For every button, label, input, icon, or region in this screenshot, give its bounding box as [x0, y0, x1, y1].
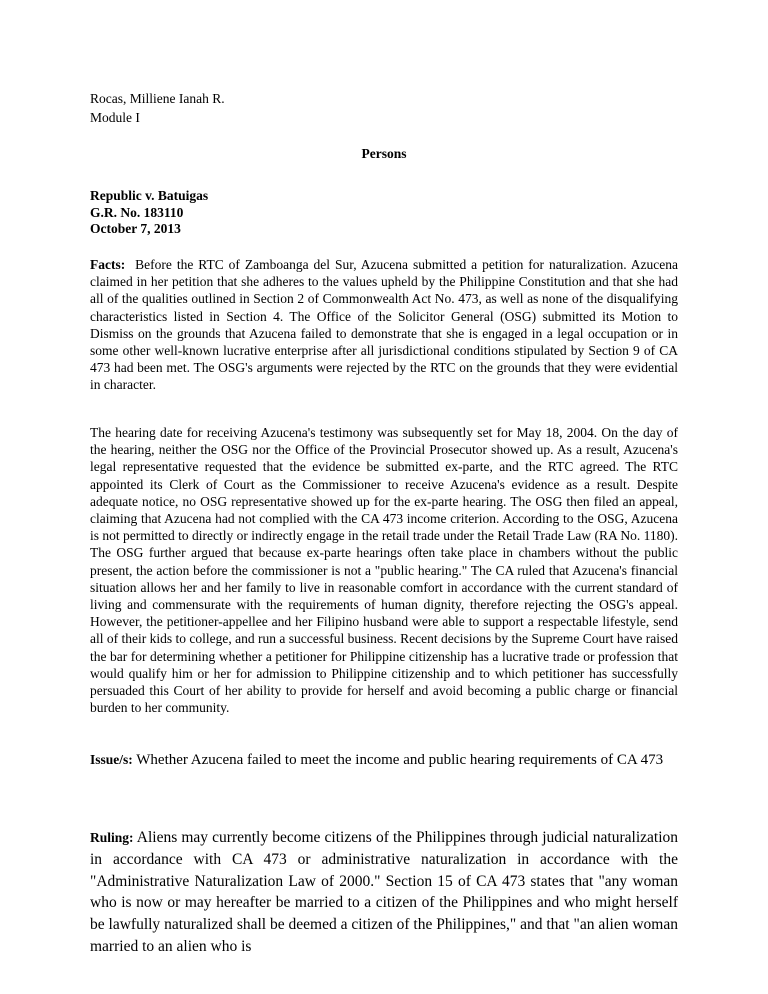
case-header — [90, 188, 208, 238]
module-label: Module I — [90, 110, 140, 125]
author-name: Rocas, Milliene Ianah R. — [90, 91, 225, 106]
ruling-section — [90, 827, 678, 958]
issue-text: Whether Azucena failed to meet the income and public hearing requirements of CA 473 — [136, 752, 664, 768]
ruling-text: Aliens may currently become citizens of the Philippines through judicial naturalization in accordance with CA 473 or administrative naturalization in accordance with the "Administrative Naturalization Law of 2000." Section 15 of CA 473 states that "any woman who is now or may hereafter be married to a citizen of the Philippines and who might herself be lawfully naturalized shall be deemed a citizen of the Philippines," and that "an alien woman married to an alien who is — [90, 829, 679, 955]
facts-text-1: Before the RTC of Zamboanga del Sur, Azucena submitted a petition for naturalization. Azucena claimed in her petition that she adheres to the values upheld by the Philippine Constitution and that she had all of the qualities outlined in Section 2 of Commonwealth Act No. 473, as well as none of the disqualifying characteristics listed in Section 4. The Office of the Solicitor General (OSG) submitted its Motion to Dismiss on the grounds that Azucena failed to demonstrate that she is engaged in a legal occupation or in some other well-known lucrative enterprise after all jurisdictional conditions stipulated by Section 9 of CA 473 had been met. The OSG's arguments were rejected by the RTC on the grounds that they were evidential in character. — [90, 257, 678, 393]
facts-paragraph-1 — [90, 256, 678, 394]
issue-section — [90, 752, 663, 769]
ruling-label: Ruling: — [90, 830, 134, 845]
issue-label: Issue/s: — [90, 752, 133, 767]
case-gr-number: G.R. No. 183110 — [90, 204, 184, 220]
facts-label: Facts: — [90, 257, 126, 272]
section-title: Persons — [361, 146, 407, 161]
case-date: October 7, 2013 — [90, 221, 181, 236]
case-name: Republic v. Batuigas — [90, 188, 209, 203]
facts-paragraph-2: The hearing date for receiving Azucena's testimony was subsequently set for May 18, 2004. On the day of the hearing, neither the OSG nor the Office of the Provincial Prosecutor showed up. As a result, Azucena's legal representative requested that the evidence be submitted ex-parte, and the RTC agreed. The RTC appointed its Clerk of Court as the Commissioner to receive Azucena's evidence as a result. Despite adequate notice, no OSG representative showed up for the ex-parte hearing. The OSG then filed an appeal, claiming that Azucena had not complied with the CA 473 income criterion. According to the OSG, Azucena is not permitted to directly or indirectly engage in the retail trade under the Retail Trade Law (RA No. 1180). The OSG further argued that because ex-parte hearings often take place in chambers without the public present, the action before the commissioner is not a "public hearing." The CA ruled that Azucena's financial situation allows her and her family to live in reasonable comfort in accordance with the current standard of living and commensurate with the requirements of human dignity, therefore rejecting the OSG's appeal. However, the petitioner-appellee and her Filipino husband were able to support a respectable lifestyle, send all of their kids to college, and run a successful business. Recent decisions by the Supreme Court have raised the bar for determining whether a petitioner for Philippine citizenship has a lucrative trade or profession that would qualify him or her for admission to Philippine citizenship and to which petitioner has successfully persuaded this Court of her ability to provide for herself and avoid becoming a public charge or financial burden to her community. — [90, 425, 678, 716]
author-block — [90, 89, 225, 127]
